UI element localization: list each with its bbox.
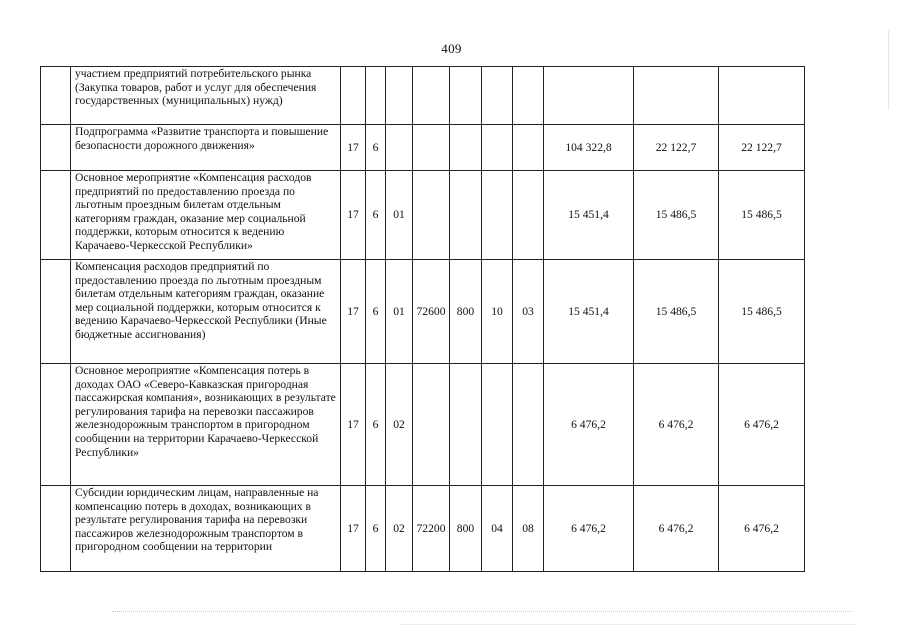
code-direction-cell (413, 67, 450, 125)
subsection-cell: 08 (513, 486, 544, 572)
section-cell (482, 125, 513, 171)
subsection-cell (513, 67, 544, 125)
row-index-cell (41, 486, 71, 572)
scan-artifact-line (112, 611, 852, 612)
code-gp-cell (341, 67, 366, 125)
table-row (41, 260, 805, 364)
code-event-cell: 02 (386, 486, 413, 572)
amount-year3-cell (719, 67, 805, 125)
row-index-cell (41, 260, 71, 364)
code-sub-cell: 6 (366, 171, 386, 260)
code-gp-cell: 17 (341, 486, 366, 572)
row-index-cell (41, 171, 71, 260)
description-cell: участием предприятий потребительского рынка (Закупка товаров, работ и услуг для обеспечения государственных (муниципальных) нужд) (71, 67, 341, 125)
amount-year3-cell: 15 486,5 (719, 260, 805, 364)
scan-artifact-line (400, 624, 855, 625)
code-event-cell: 01 (386, 171, 413, 260)
code-direction-cell (413, 125, 450, 171)
amount-year1-cell (544, 67, 634, 125)
amount-year1-cell: 15 451,4 (544, 260, 634, 364)
section-cell (482, 67, 513, 125)
amount-year2-cell: 15 486,5 (634, 171, 719, 260)
amount-year1-cell: 6 476,2 (544, 486, 634, 572)
amount-year3-cell: 15 486,5 (719, 171, 805, 260)
subsection-cell (513, 125, 544, 171)
amount-year3-cell: 22 122,7 (719, 125, 805, 171)
code-direction-cell (413, 364, 450, 486)
table-row (41, 125, 805, 171)
code-direction-cell (413, 171, 450, 260)
section-cell (482, 364, 513, 486)
description-cell: Подпрограмма «Развитие транспорта и повышение безопасности дорожного движения» (71, 125, 341, 171)
description-cell: Основное мероприятие «Компенсация потерь в доходах ОАО «Северо-Кавказская пригородная пассажирская компания», возникающих в результате регулирования тарифа на перевозки пассажиров железнодорожным транспортом в пригородном сообщении на территории Карачаево-Черкесской Республики» (71, 364, 341, 486)
expense-type-cell: 800 (450, 260, 482, 364)
expense-type-cell (450, 67, 482, 125)
section-cell (482, 171, 513, 260)
description-cell: Компенсация расходов предприятий по предоставлению проезда по льготным проездным билетам отдельным категориям граждан, оказание мер социальной поддержки, которым относится к ведению Карачаево-Черкесской Республики (Иные бюджетные ассигнования) (71, 260, 341, 364)
budget-table (40, 66, 805, 572)
amount-year3-cell: 6 476,2 (719, 486, 805, 572)
amount-year1-cell: 104 322,8 (544, 125, 634, 171)
amount-year1-cell: 15 451,4 (544, 171, 634, 260)
expense-type-cell (450, 364, 482, 486)
subsection-cell (513, 171, 544, 260)
code-gp-cell: 17 (341, 125, 366, 171)
table-row (41, 67, 805, 125)
table-row (41, 364, 805, 486)
amount-year2-cell (634, 67, 719, 125)
code-sub-cell: 6 (366, 125, 386, 171)
section-cell: 10 (482, 260, 513, 364)
code-sub-cell (366, 67, 386, 125)
page-number: 409 (441, 41, 462, 56)
amount-year1-cell: 6 476,2 (544, 364, 634, 486)
amount-year2-cell: 6 476,2 (634, 486, 719, 572)
code-event-cell: 02 (386, 364, 413, 486)
description-cell: Основное мероприятие «Компенсация расходов предприятий по предоставлению проезда по льготным проездным билетам отдельным категориям граждан, оказание мер социальной поддержки, которым относится к ведению Карачаево-Черкесской Республики» (71, 171, 341, 260)
amount-year3-cell: 6 476,2 (719, 364, 805, 486)
code-direction-cell: 72600 (413, 260, 450, 364)
code-sub-cell: 6 (366, 486, 386, 572)
expense-type-cell (450, 171, 482, 260)
section-cell: 04 (482, 486, 513, 572)
code-direction-cell: 72200 (413, 486, 450, 572)
code-event-cell (386, 67, 413, 125)
amount-year2-cell: 6 476,2 (634, 364, 719, 486)
amount-year2-cell: 15 486,5 (634, 260, 719, 364)
code-event-cell: 01 (386, 260, 413, 364)
description-cell: Субсидии юридическим лицам, направленные на компенсацию потерь в доходах, возникающих в результате регулирования тарифа на перевозки пассажиров железнодорожным транспортом в пригородном сообщении на территории (71, 486, 341, 572)
code-gp-cell: 17 (341, 260, 366, 364)
code-gp-cell: 17 (341, 171, 366, 260)
table-row (41, 486, 805, 572)
expense-type-cell: 800 (450, 486, 482, 572)
code-gp-cell: 17 (341, 364, 366, 486)
expense-type-cell (450, 125, 482, 171)
row-index-cell (41, 125, 71, 171)
code-sub-cell: 6 (366, 364, 386, 486)
amount-year2-cell: 22 122,7 (634, 125, 719, 171)
scan-edge-shadow (888, 30, 889, 110)
table-row (41, 171, 805, 260)
code-sub-cell: 6 (366, 260, 386, 364)
subsection-cell: 03 (513, 260, 544, 364)
subsection-cell (513, 364, 544, 486)
code-event-cell (386, 125, 413, 171)
row-index-cell (41, 364, 71, 486)
row-index-cell (41, 67, 71, 125)
